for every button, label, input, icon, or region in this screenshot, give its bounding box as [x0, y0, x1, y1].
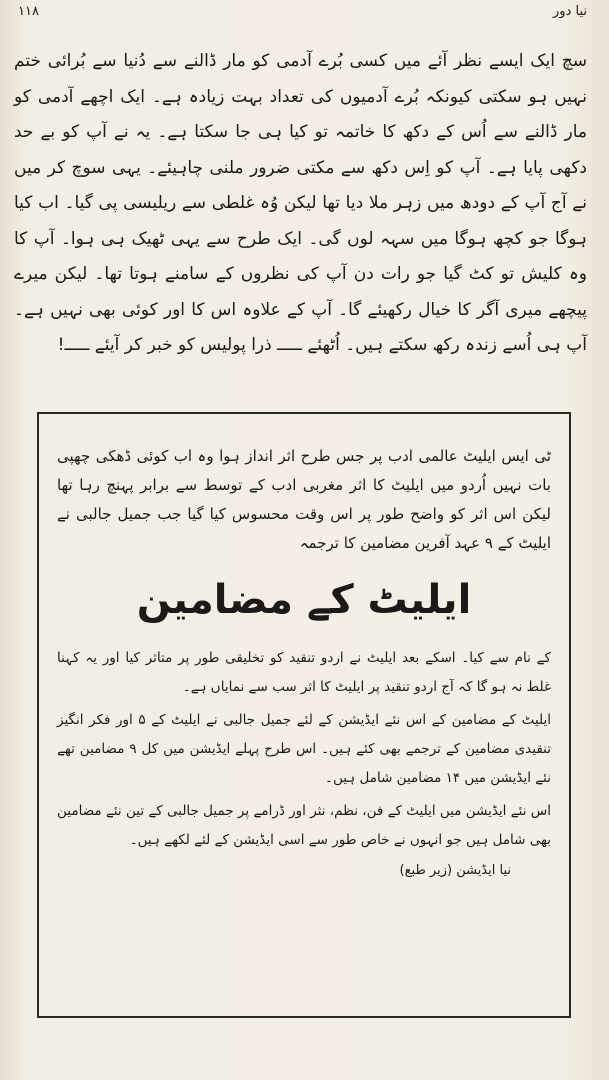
advertisement-paragraph-2: ایلیٹ کے مضامین کے اس نئے ایڈیشن کے لئے جمیل جالبی نے ایلیٹ کے ۵ اور فکر انگیز تنقیدی مضامین کے ترجمے بھی کئے ہیں۔ اس طرح پہلے ایڈیشن میں کل ۹ مضامین تھے نئے ایڈیشن میں ۱۴ مضامین شامل ہیں۔ — [57, 712, 552, 786]
advertisement-book-title: ایلیٹ کے مضامین — [136, 577, 472, 623]
advertisement-content — [57, 442, 551, 878]
page-number: ۱۱۸ — [18, 4, 39, 19]
advertisement-paragraph-3: اس نئے ایڈیشن میں ایلیٹ کے فن، نظم، نثر اور ڈرامے پر جمیل جالبی کے تین نئے مضامین بھی شامل ہیں جو انہوں نے خاص طور سے اسی ایڈیشن کے لئے لکھے ہیں۔ — [57, 803, 551, 848]
page-header — [18, 4, 587, 26]
advertisement-intro: ٹی ایس ایلیٹ عالمی ادب پر جس طرح اثر انداز ہوا وہ اب کوئی ڈھکی چھپی بات نہیں اُردو میں ایلیٹ کا اثر مغربی ادب کے توسط سے برابر پہنچ رہا تھا لیکن اس اثر کو واضح طور پر اس وقت محسوس کیا گیا جب جمیل جالبی نے ایلیٹ کے ۹ عہد آفرین مضامین کا ترجمہ — [57, 447, 551, 552]
advertisement-paragraph-1: کے نام سے کیا۔ اسکے بعد ایلیٹ نے اردو تنقید کو تخلیقی طور پر متاثر کیا اور یہ کہنا غلط نہ ہو گا کہ آج اردو تنقید پر ایلیٹ کا اثر سب سے نمایاں ہے۔ — [57, 650, 551, 695]
book-advertisement-box — [37, 412, 571, 1018]
story-text-block — [14, 44, 587, 364]
magazine-name: نیا دور — [553, 4, 587, 19]
story-paragraph: سچ ایک ایسے نظر آئے میں کسی بُرے آدمی کو مار ڈالنے سے دُنیا سے بُرائی ختم نہیں ہو سکتی کیونکہ بُرے آدمیوں کی تعداد بہت زیادہ ہے۔ ایک اچھے آدمی کو مار ڈالنے سے اُس کے دکھ کا خاتمہ تو کیا ہی جا سکتا ہے۔ یہ نے آپ کو بے حد دکھی پایا ہے۔ آپ کو اِس دکھ سے مکتی ضرور ملنی چاہیئے۔ یہی سوچ کر میں نے آج آپ کے دودھ میں زہر ملا دیا تھا لیکن وُہ غلطی سے ریلیسی پی گیا۔ اب کیا ہوگا جو کچھ ہوگا میں سہہ لوں گی۔ ایک طرح سے یہی ٹھیک ہی ہوا۔ آپ کا وہ کلیش تو کٹ گیا جو رات دن آپ کی نظروں کے سامنے ہوتا تھا۔ لیکن میرے پیچھے میری آگر کا خیال رکھیئے گا۔ آپ کے علاوہ اس کا اور کوئی بھی نہیں ہے۔ آپ ہی اُسے زندہ رکھ سکتے ہیں۔ اُٹھئے ـــــ ذرا پولیس کو خبر کر آیئے ـــــ! — [14, 51, 587, 355]
advertisement-edition-note: نیا ایڈیشن (زیر طبع) — [399, 863, 511, 878]
